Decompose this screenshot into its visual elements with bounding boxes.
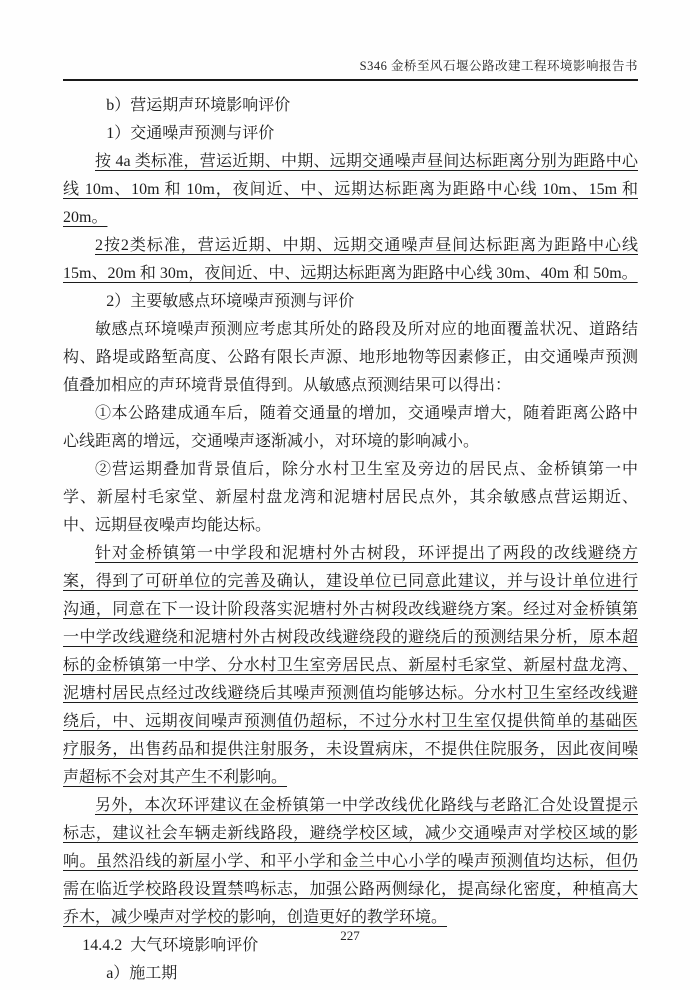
subheading-operation-noise-eval: b）营运期声环境影响评价 (106, 97, 291, 114)
paragraph-item-2-background-superposition: ②营运期叠加背景值后，除分水村卫生室及旁边的居民点、金桥镇第一中学、新屋村毛家堂、新屋村盘龙湾和泥塘村居民点外，其余敏感点营运期近、中、远期昼夜噪声均能达标。 (63, 461, 638, 534)
page-number: 227 (340, 928, 360, 943)
section-heading-14-4-2-air-environment: 14.4.2 大气环境影响评价 (82, 937, 259, 954)
subheading-sensitive-points-eval: 2）主要敏感点环境噪声预测与评价 (106, 293, 355, 310)
running-header-title: S346 金桥至风石堰公路改建工程环境影响报告书 (359, 59, 638, 73)
paragraph-class2-standard-distances: 2按2类标准，营运近期、中期、远期交通噪声昼间达标距离为距路中心线15m、20m 和 30m，夜间近、中、远期达标距离为距路中心线 30m、40m 和 50m。 (63, 237, 638, 282)
subheading-construction-period: a）施工期 (106, 965, 178, 982)
document-body (63, 92, 638, 988)
paragraph-reroute-plan: 针对金桥镇第一中学段和泥塘村外古树段，环评提出了两段的改线避绕方案，得到了可研单位的完善及确认，建设单位已同意此建议，并与设计单位进行沟通，同意在下一设计阶段落实泥塘村外古树段改线避绕方案。经过对金桥镇第一中学改线避绕和泥塘村外古树段改线避绕段的避绕后的预测结果分析，原本超标的金桥镇第一中学、分水村卫生室旁居民点、新屋村毛家堂、新屋村盘龙湾、泥塘村居民点经过改线避绕后其噪声预测值均能够达标。分水村卫生室经改线避绕后，中、远期夜间噪声预测值仍超标，不过分水村卫生室仅提供简单的基础医疗服务，出售药品和提供注射服务，未设置病床，不提供住院服务，因此夜间噪声超标不会对其产生不利影响。 (63, 545, 638, 786)
paragraph-item-1-traffic-increase: ①本公路建成通车后，随着交通量的增加，交通噪声增大，随着距离公路中心线距离的增远，交通噪声逐渐减小，对环境的影响减小。 (63, 405, 638, 450)
paragraph-school-suggestions: 另外，本次环评建议在金桥镇第一中学改线优化路线与老路汇合处设置提示标志，建议社会车辆走新线路段，避绕学校区域，减少交通噪声对学校区域的影响。虽然沿线的新屋小学、和平小学和金兰中心小学的噪声预测值均达标，但仍需在临近学校路段设置禁鸣标志，加强公路两侧绿化，提高绿化密度，种植高大乔木，减少噪声对学校的影响，创造更好的教学环境。 (63, 797, 638, 926)
paragraph-4a-standard-distances: 按 4a 类标准，营运近期、中期、远期交通噪声昼间达标距离分别为距路中心线 10m、10m 和 10m，夜间近、中、远期达标距离为距路中心线 10m、15m 和 20m。 (63, 153, 638, 226)
paragraph-prediction-factors: 敏感点环境噪声预测应考虑其所处的路段及所对应的地面覆盖状况、道路结构、路堤或路堑高度、公路有限长声源、地形地物等因素修正，由交通噪声预测值叠加相应的声环境背景值得到。从敏感点预测结果可以得出： (63, 321, 638, 394)
header-rule (63, 79, 638, 81)
subheading-traffic-noise-prediction: 1）交通噪声预测与评价 (106, 125, 275, 142)
